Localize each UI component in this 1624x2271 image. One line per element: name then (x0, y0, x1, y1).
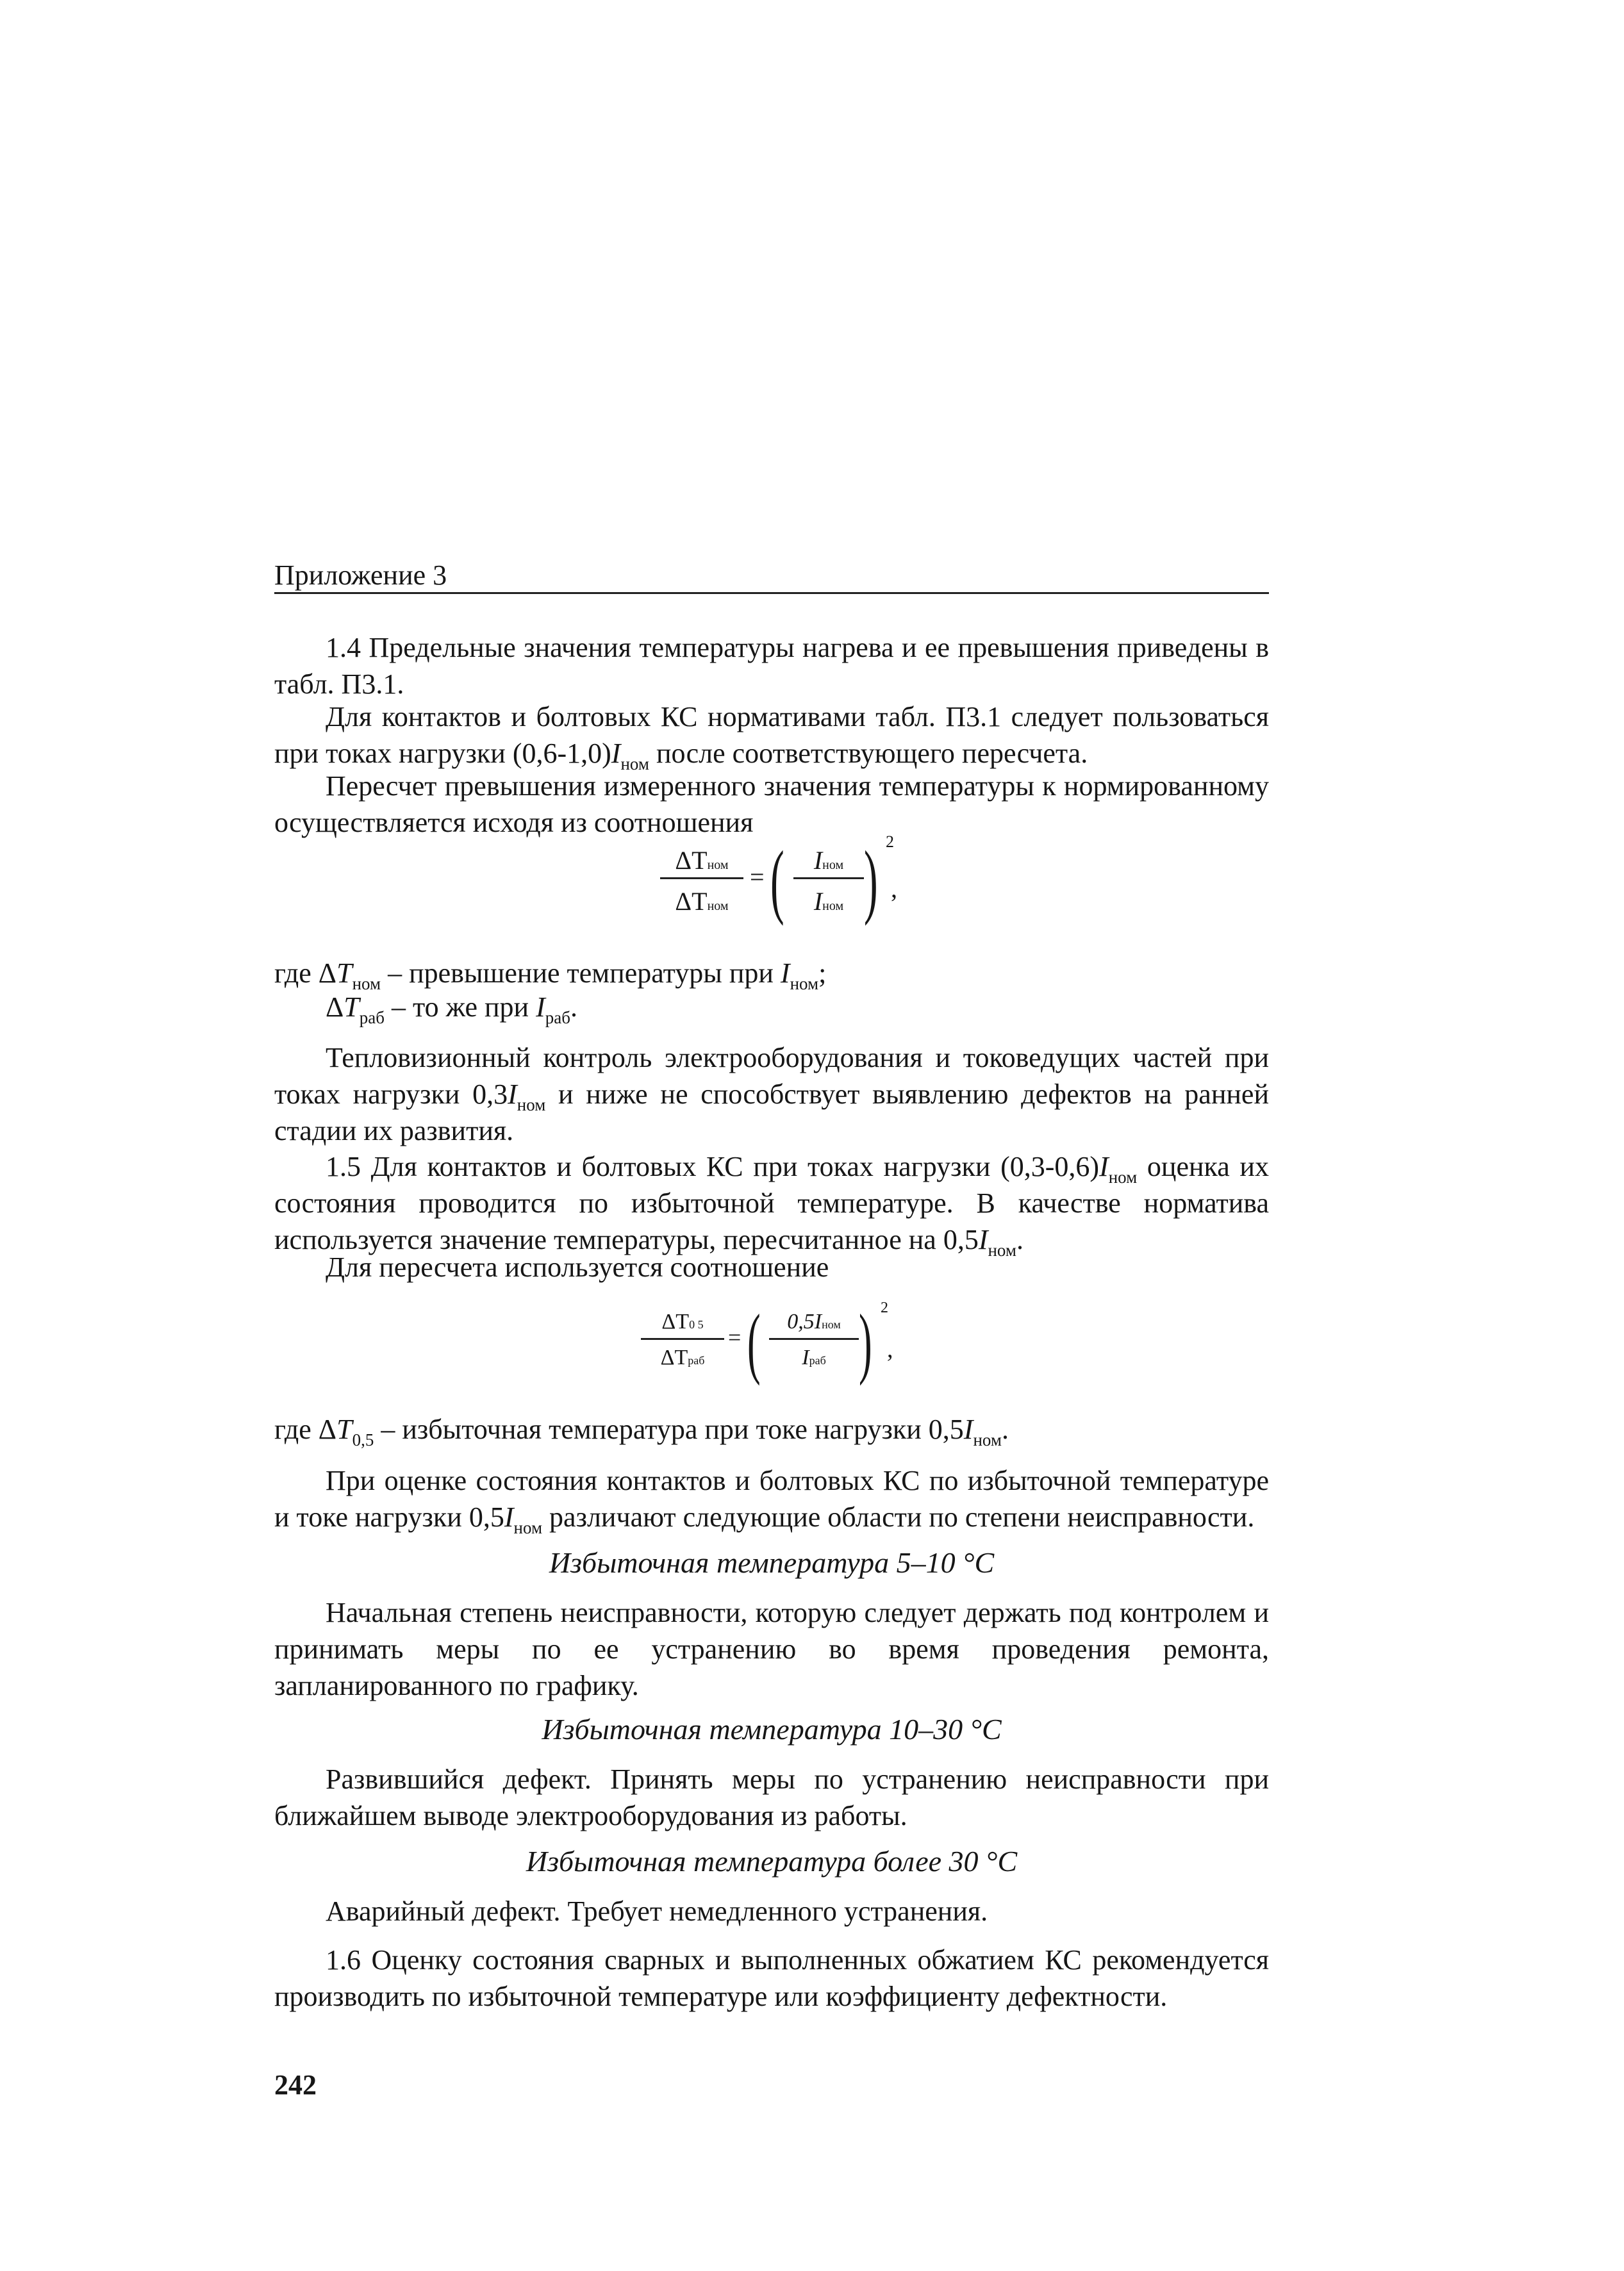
paragraph-emergency-fault: Аварийный дефект. Требует немедленного устранения. (326, 1895, 988, 1927)
paragraph-1-4: 1.4 Предельные значения температуры нагрева и ее превышения приведены в табл. П3.1. (274, 632, 1269, 700)
paragraph-1-5: 1.5 Для контактов и болтовых КС при токах нагрузки $(0,3-0,6)I_{ном}$ оценка их состояния проводится по избыточной температуре. В качестве норматива используется значение температуры, пересчитанное на $0,5I_{ном}$. (274, 1151, 1269, 1260)
heading-temp-over-30: Избыточная температура более 30 °С (526, 1845, 1018, 1878)
paragraph-initial-fault: Начальная степень неисправности, которую следует держать под контролем и принимать меры по ее устранению во время проведения ремонта, запланированного по графику. (274, 1597, 1269, 1701)
formula-2-den-left: ΔTраб (660, 1346, 705, 1369)
formula-1 (660, 832, 916, 939)
paragraph-contacts: Для контактов и болтовых КС нормативами табл. П3.1 следует пользоваться при токах нагрузки $(0,6-1,0)I_{ном}$ после соответствующего пересчета. (274, 701, 1269, 773)
paragraph-fault-areas: При оценке состояния контактов и болтовых КС по избыточной температуре и токе нагрузки $0,5I_{ном}$ различают следующие области по степени неисправности. (274, 1465, 1269, 1537)
formula-2-equals: = (728, 1325, 742, 1350)
formula-1-den-left: ΔTном (675, 887, 729, 916)
formula-2-power: 2 (881, 1300, 888, 1316)
paragraph-recalc-2: Для пересчета используется соотношение (326, 1251, 829, 1283)
formula-1-frac-line-right (793, 877, 864, 879)
heading-temp-5-10: Избыточная температура 5–10 °С (549, 1546, 995, 1579)
header-rule (274, 592, 1269, 594)
page-header: Приложение 3 (274, 559, 447, 591)
formula-2-frac-line-left (641, 1338, 724, 1340)
formula-2-frac-line-right (769, 1338, 859, 1340)
formula-2 (641, 1298, 923, 1397)
formula-1-equals: = (750, 863, 765, 891)
paragraph-1-6: 1.6 Оценку состояния сварных и выполненных обжатием КС рекомендуется производить по избыточной температуре или коэффициенту дефектности. (274, 1944, 1269, 2012)
formula-2-den-right: Iраб (802, 1346, 826, 1369)
formula-2-num-left: ΔT0 5 (661, 1310, 704, 1334)
formula-1-num-right: Iном (813, 846, 844, 875)
paragraph-recalc: Пересчет превышения измеренного значения температуры к нормированному осуществляется исходя из соотношения (274, 770, 1269, 838)
where-1-line-1: где $\Delta T_{ном}$ – превышение температуры при $I_{ном}$; (274, 957, 827, 993)
paragraph-developed-fault: Развившийся дефект. Принять меры по устранению неисправности при ближайшем выводе электрооборудования из работы. (274, 1763, 1269, 1831)
where-1-line-2: $\Delta T_{раб}$ – то же при $I_{раб}$. (326, 991, 577, 1027)
formula-1-lparen: ( (770, 834, 784, 927)
paragraph-thermovision: Тепловизионный контроль электрооборудования и токоведущих частей при токах нагрузки $0,3I_{ном}$ и ниже не способствует выявлению дефектов на ранней стадии их развития. (274, 1042, 1269, 1146)
formula-1-comma: , (891, 874, 897, 903)
formula-1-den-right: Iном (813, 887, 844, 916)
page-number: 242 (274, 2069, 317, 2101)
formula-2-rparen: ) (859, 1298, 872, 1386)
formula-2-num-right: 0,5Iном (787, 1310, 841, 1334)
formula-1-num-left: ΔTном (675, 846, 729, 875)
formula-1-rparen: ) (864, 834, 878, 927)
formula-1-frac-line-left (660, 877, 743, 879)
heading-temp-10-30: Избыточная температура 10–30 °С (542, 1713, 1002, 1746)
formula-2-comma: , (887, 1336, 893, 1363)
formula-1-power: 2 (886, 832, 894, 851)
where-2: где $\Delta T_{0,5}$ – избыточная температура при токе нагрузки $0,5I_{ном}$. (274, 1414, 1009, 1449)
formula-2-lparen: ( (747, 1298, 761, 1386)
